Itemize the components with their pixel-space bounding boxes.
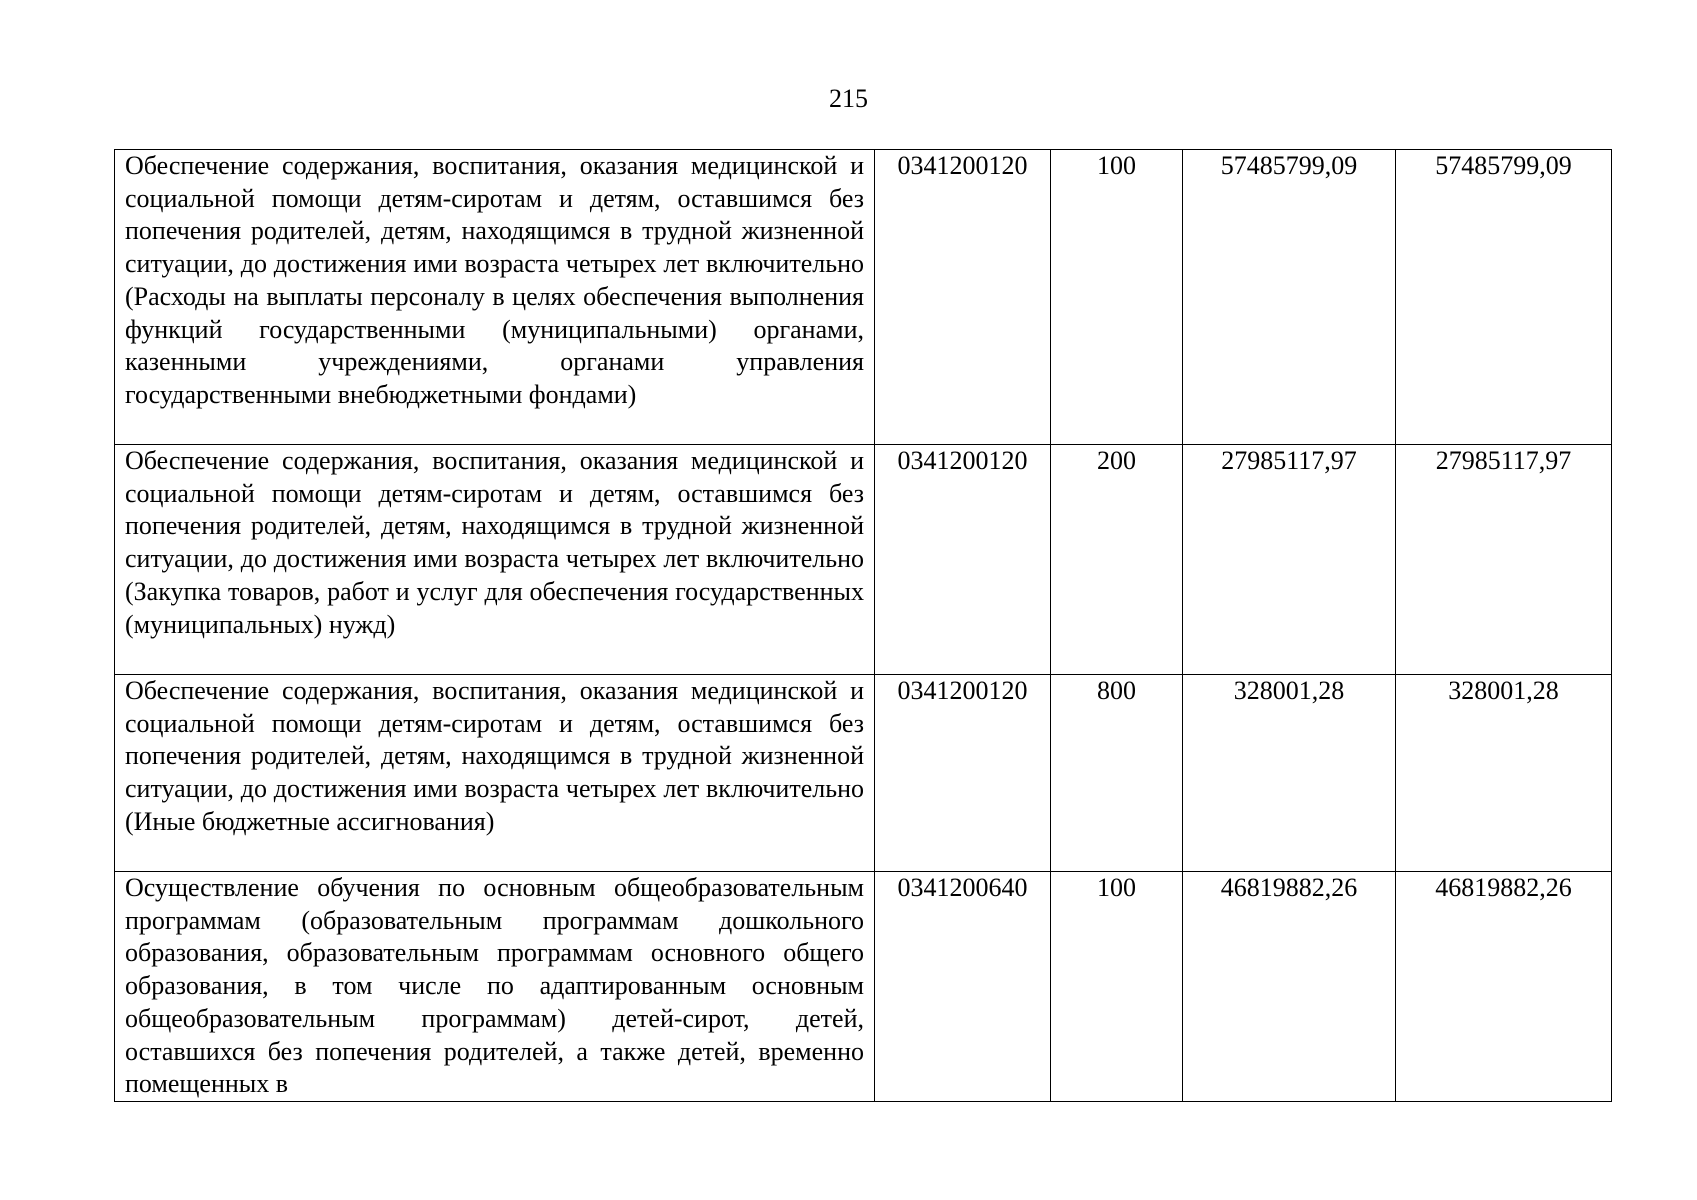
page-number: 215 xyxy=(829,84,868,113)
row-description: Осуществление обучения по основным общеобразовательным программам (образовательным программам дошкольного образования, образовательным программам основного общего образования, в том числе по адаптированным основным общеобразовательным программам) детей-сирот, детей, оставшихся без попечения родителей, а также детей, временно помещенных в xyxy=(115,872,875,1102)
table-row xyxy=(115,150,1612,445)
row-amount-1: 328001,28 xyxy=(1183,675,1396,872)
row-expense-type: 100 xyxy=(1051,872,1183,1102)
table-row xyxy=(115,675,1612,872)
row-amount-2: 328001,28 xyxy=(1396,675,1612,872)
row-amount-1: 27985117,97 xyxy=(1183,445,1396,675)
row-target-code: 0341200120 xyxy=(875,150,1051,445)
row-amount-1: 46819882,26 xyxy=(1183,872,1396,1102)
budget-table xyxy=(114,149,1612,1102)
row-amount-2: 57485799,09 xyxy=(1396,150,1612,445)
row-amount-2: 46819882,26 xyxy=(1396,872,1612,1102)
row-expense-type: 200 xyxy=(1051,445,1183,675)
table-row xyxy=(115,872,1612,1102)
row-expense-type: 800 xyxy=(1051,675,1183,872)
row-target-code: 0341200120 xyxy=(875,675,1051,872)
row-amount-1: 57485799,09 xyxy=(1183,150,1396,445)
row-description: Обеспечение содержания, воспитания, оказания медицинской и социальной помощи детям-сиротам и детям, оставшимся без попечения родителей, детям, находящимся в трудной жизненной ситуации, до достижения ими возраста четырех лет включительно (Расходы на выплаты персоналу в целях обеспечения выполнения функций государственными (муниципальными) органами, казенными учреждениями, органами управления государственными внебюджетными фондами) xyxy=(115,150,875,445)
row-amount-2: 27985117,97 xyxy=(1396,445,1612,675)
row-description: Обеспечение содержания, воспитания, оказания медицинской и социальной помощи детям-сиротам и детям, оставшимся без попечения родителей, детям, находящимся в трудной жизненной ситуации, до достижения ими возраста четырех лет включительно (Закупка товаров, работ и услуг для обеспечения государственных (муниципальных) нужд) xyxy=(115,445,875,675)
row-expense-type: 100 xyxy=(1051,150,1183,445)
row-target-code: 0341200120 xyxy=(875,445,1051,675)
table-row xyxy=(115,445,1612,675)
row-description: Обеспечение содержания, воспитания, оказания медицинской и социальной помощи детям-сиротам и детям, оставшимся без попечения родителей, детям, находящимся в трудной жизненной ситуации, до достижения ими возраста четырех лет включительно (Иные бюджетные ассигнования) xyxy=(115,675,875,872)
row-target-code: 0341200640 xyxy=(875,872,1051,1102)
